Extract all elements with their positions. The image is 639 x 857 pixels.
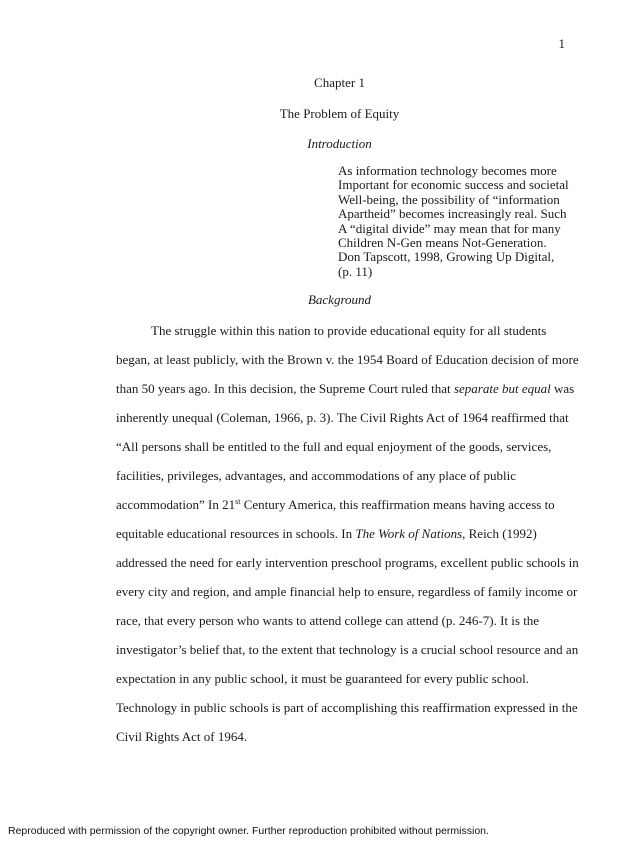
page-number: 1: [558, 36, 565, 51]
body-text-run: was: [550, 381, 575, 396]
body-text-run: equitable educational resources in schools. In: [116, 526, 356, 541]
epigraph-line: Children N-Gen means Not-Generation.: [338, 235, 547, 251]
body-line: The struggle within this nation to provide educational equity for all students: [151, 323, 547, 338]
body-line: [116, 526, 537, 542]
ordinal-superscript: st: [235, 497, 241, 506]
emphasis-text: separate but equal: [453, 381, 551, 396]
body-line: “All persons shall be entitled to the full and equal enjoyment of the goods, services,: [116, 439, 552, 454]
epigraph-line: Don Tapscott, 1998, Growing Up Digital,: [338, 249, 555, 265]
body-text-run: accommodation” In 21: [116, 497, 236, 512]
epigraph-line: Important for economic success and societal: [338, 177, 569, 193]
body-text-run: than 50 years ago. In this decision, the Supreme Court ruled that: [116, 381, 454, 396]
epigraph-quote: [338, 164, 573, 279]
epigraph-line: Well-being, the possibility of “information: [338, 191, 560, 207]
body-line: [116, 381, 574, 397]
epigraph-line: (p. 11): [338, 263, 373, 279]
background-heading: Background: [307, 292, 372, 307]
body-line: addressed the need for early intervention preschool programs, excellent public schools in: [116, 555, 579, 570]
epigraph-line: A “digital divide” may mean that for many: [338, 220, 561, 236]
chapter-label: Chapter 1: [314, 75, 365, 90]
copyright-footer: Reproduced with permission of the copyright owner. Further reproduction prohibited without permission.: [8, 825, 489, 837]
body-line: [116, 497, 555, 513]
body-line: race, that every person who wants to attend college can attend (p. 246-7). It is the: [116, 613, 540, 628]
body-line: inherently unequal (Coleman, 1966, p. 3). The Civil Rights Act of 1964 reaffirmed that: [116, 410, 569, 425]
body-line: Technology in public schools is part of accomplishing this reaffirmation expressed in the: [116, 700, 578, 715]
introduction-heading: Introduction: [307, 136, 372, 151]
body-line: began, at least publicly, with the Brown v. the 1954 Board of Education decision of more: [116, 352, 579, 367]
body-line: every city and region, and ample financial help to ensure, regardless of family income or: [116, 584, 578, 599]
body-line: Civil Rights Act of 1964.: [116, 729, 248, 744]
body-text-run: , Reich (1992): [462, 526, 537, 541]
body-line: expectation in any public school, it must be guaranteed for every public school.: [116, 671, 529, 686]
body-line: facilities, privileges, advantages, and accommodations of any place of public: [116, 468, 516, 483]
body-line: investigator’s belief that, to the extent that technology is a crucial school resource and an: [116, 642, 579, 657]
epigraph-line: Apartheid” becomes increasingly real. Such: [338, 206, 567, 222]
chapter-title: The Problem of Equity: [279, 106, 400, 121]
book-title-italic: The Work of Nations: [355, 526, 463, 541]
body-text-run: Century America, this reaffirmation means having access to: [240, 497, 555, 512]
epigraph-line: As information technology becomes more: [338, 163, 557, 178]
